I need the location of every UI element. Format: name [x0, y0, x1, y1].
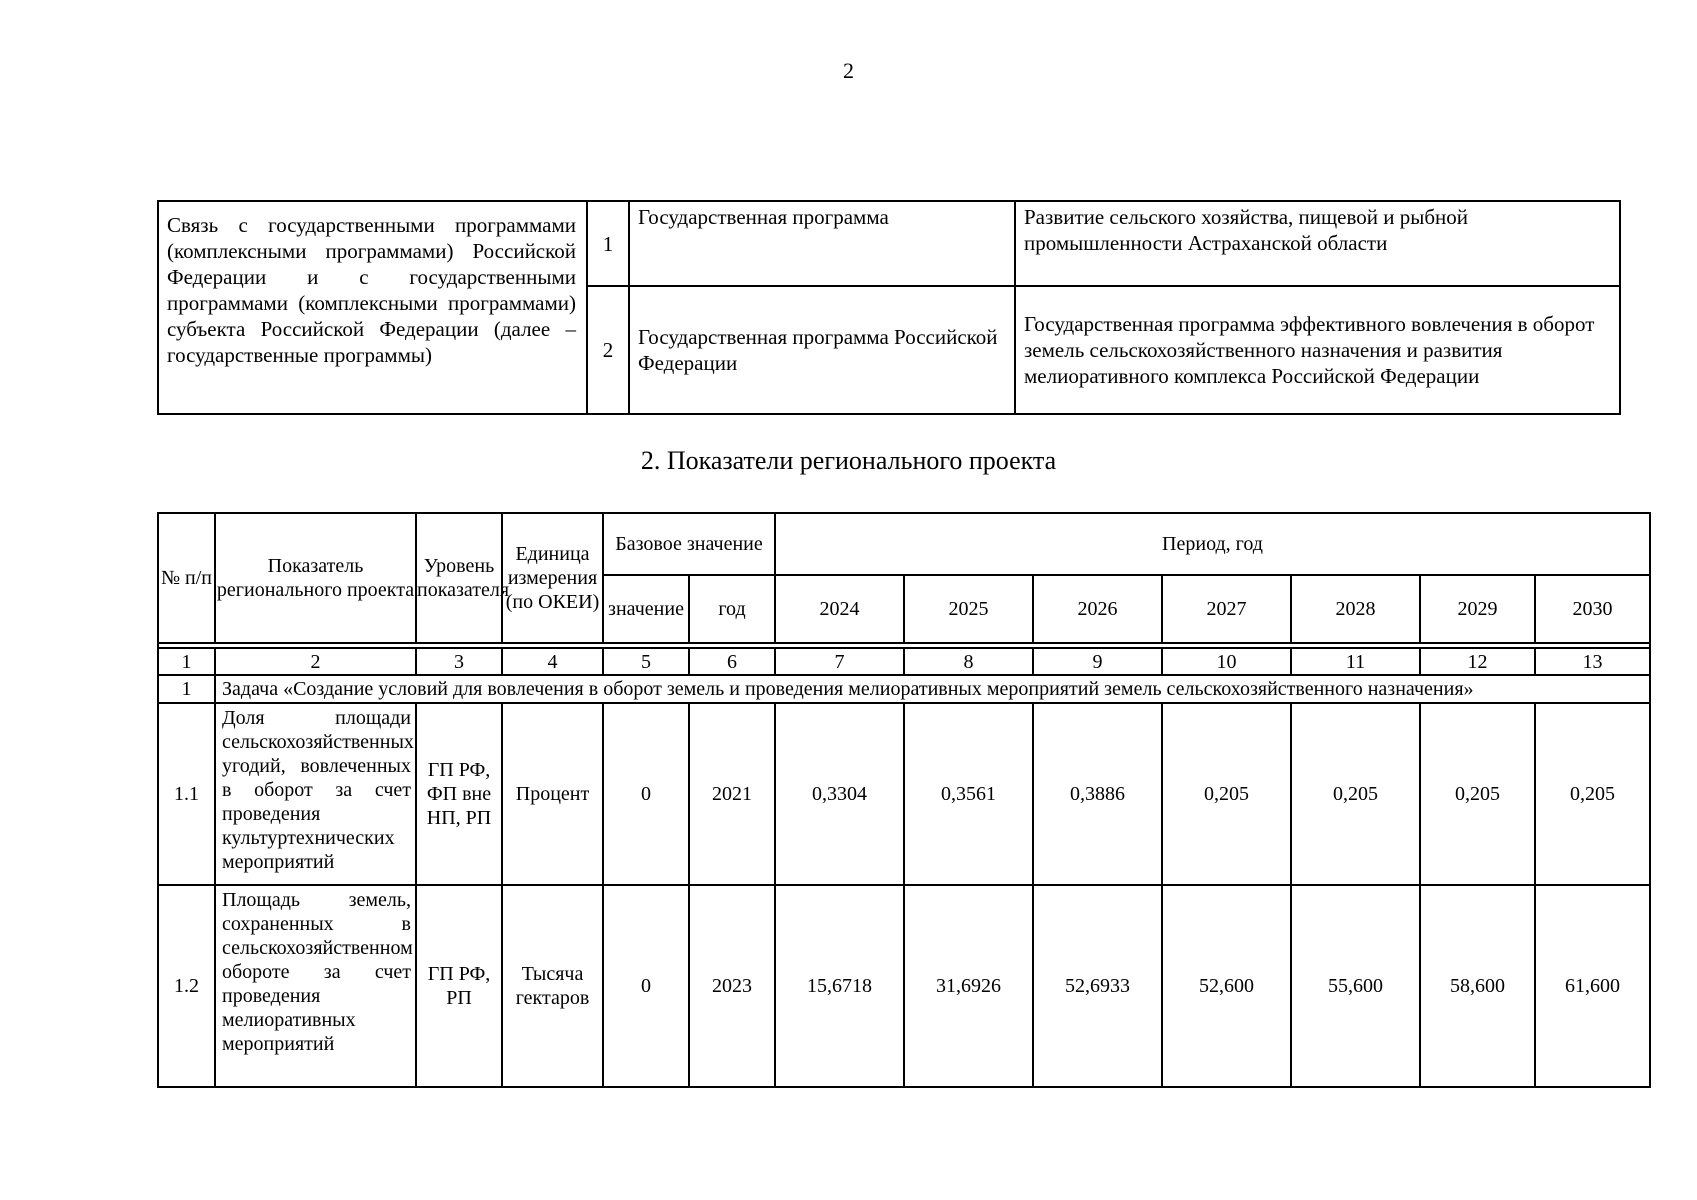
task-number: 1 — [158, 675, 215, 703]
indicator-base-value: 0 — [603, 885, 689, 1087]
column-number: 11 — [1291, 648, 1420, 675]
header-row — [158, 513, 1650, 575]
column-number: 12 — [1420, 648, 1535, 675]
column-number: 8 — [904, 648, 1033, 675]
header-indicator: Показатель регионального проекта — [215, 513, 416, 643]
indicator-unit: Тысяча гектаров — [502, 885, 603, 1087]
indicator-row — [158, 885, 1650, 1087]
linkage-label: Связь с государственными программами (комплексными программами) Российской Федерации и с государственными программами (комплексными программами) субъекта Российской Федерации (далее – государственные программы) — [158, 201, 587, 414]
indicator-row — [158, 703, 1650, 885]
indicator-base-year: 2023 — [689, 885, 775, 1087]
program-type: Государственная программа — [629, 201, 1015, 286]
linkage-row-number: 1 — [587, 201, 629, 286]
header-base-value: значение — [603, 575, 689, 643]
indicator-value: 52,6933 — [1033, 885, 1162, 1087]
program-name: Государственная программа эффективного вовлечения в оборот земель сельскохозяйственного назначения и развития мелиоративного комплекса Российской Федерации — [1015, 286, 1620, 414]
header-base: Базовое значение — [603, 513, 775, 575]
program-name: Развитие сельского хозяйства, пищевой и рыбной промышленности Астраханской области — [1015, 201, 1620, 286]
column-number: 3 — [416, 648, 502, 675]
indicator-value: 0,3886 — [1033, 703, 1162, 885]
column-number: 13 — [1535, 648, 1650, 675]
header-year: 2026 — [1033, 575, 1162, 643]
header-year: 2028 — [1291, 575, 1420, 643]
header-year: 2029 — [1420, 575, 1535, 643]
indicator-base-value: 0 — [603, 703, 689, 885]
column-number: 7 — [775, 648, 904, 675]
indicator-value: 0,205 — [1420, 703, 1535, 885]
header-unit: Единица измерения (по ОКЕИ) — [502, 513, 603, 643]
indicator-name: Доля площади сельскохозяйственных угодий, вовлеченных в оборот за счет проведения культуртехнических мероприятий — [215, 703, 416, 885]
column-number: 4 — [502, 648, 603, 675]
indicators-table — [157, 512, 1651, 1088]
section-title: 2. Показатели регионального проекта — [640, 446, 1057, 475]
header-period: Период, год — [775, 513, 1650, 575]
indicator-value: 0,205 — [1162, 703, 1291, 885]
task-row — [158, 675, 1650, 703]
column-number: 10 — [1162, 648, 1291, 675]
indicator-level: ГП РФ, ФП вне НП, РП — [416, 703, 502, 885]
header-year: 2027 — [1162, 575, 1291, 643]
indicator-value: 55,600 — [1291, 885, 1420, 1087]
indicator-unit: Процент — [502, 703, 603, 885]
column-number: 5 — [603, 648, 689, 675]
indicator-value: 31,6926 — [904, 885, 1033, 1087]
linkage-row — [158, 201, 1620, 286]
column-number: 6 — [689, 648, 775, 675]
header-year: 2024 — [775, 575, 904, 643]
column-number: 2 — [215, 648, 416, 675]
indicator-value: 0,3304 — [775, 703, 904, 885]
program-type: Государственная программа Российской Федерации — [629, 286, 1015, 414]
header-base-year: год — [689, 575, 775, 643]
header-num: № п/п — [158, 513, 215, 643]
indicator-number: 1.1 — [158, 703, 215, 885]
indicator-value: 0,205 — [1291, 703, 1420, 885]
linkage-row-number: 2 — [587, 286, 629, 414]
column-number: 1 — [158, 648, 215, 675]
indicator-level: ГП РФ, РП — [416, 885, 502, 1087]
column-number: 9 — [1033, 648, 1162, 675]
indicator-number: 1.2 — [158, 885, 215, 1087]
header-level: Уровень показателя — [416, 513, 502, 643]
indicator-value: 52,600 — [1162, 885, 1291, 1087]
indicator-value: 61,600 — [1535, 885, 1650, 1087]
header-year: 2025 — [904, 575, 1033, 643]
indicator-base-year: 2021 — [689, 703, 775, 885]
indicator-value: 15,6718 — [775, 885, 904, 1087]
task-text: Задача «Создание условий для вовлечения в оборот земель и проведения мелиоративных мероприятий земель сельскохозяйственного назначения» — [215, 675, 1650, 703]
page-number: 2 — [843, 58, 854, 83]
indicator-value: 58,600 — [1420, 885, 1535, 1087]
column-number-row — [158, 648, 1650, 675]
linkage-table — [157, 200, 1621, 415]
indicator-value: 0,3561 — [904, 703, 1033, 885]
indicator-name: Площадь земель, сохраненных в сельскохозяйственном обороте за счет проведения мелиоративных мероприятий — [215, 885, 416, 1087]
indicator-value: 0,205 — [1535, 703, 1650, 885]
header-year: 2030 — [1535, 575, 1650, 643]
